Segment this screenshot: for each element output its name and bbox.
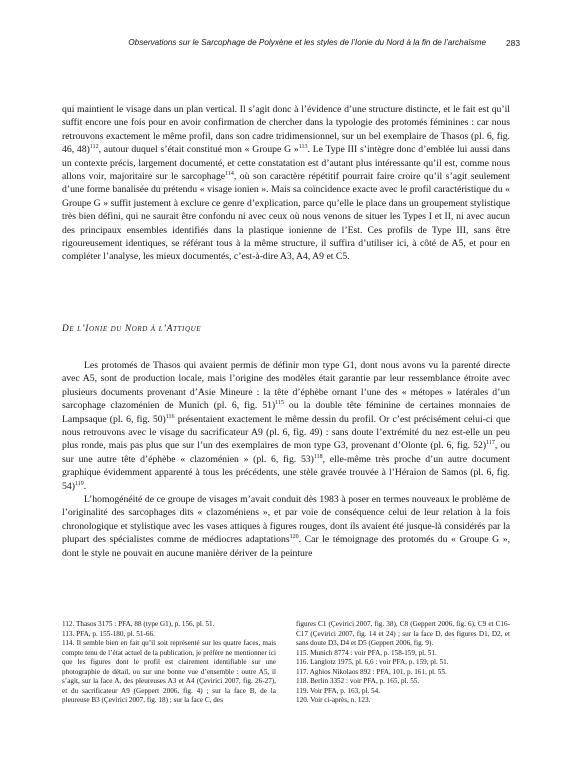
text-run: L’homogénéité de ce groupe de visages m’avait conduit dès 1983 à poser en termes nouveaux le problème de l’originalité des sarcophages dits « clazoméniens », et par voie de conséquence celui de leur relation à la fois chronologique et stylistique avec les vases attiques à figures rouges, dont ils avaient été jusque-là considérés par la plupart des spécialistes comme de médiocres adaptations [62, 494, 510, 546]
text-run: . Car le témoignage des protomés du « Groupe G », dont le style ne pouvait en aucune manière dériver de la peinture [62, 534, 511, 559]
text-run: , ou sur une autre tête d’éphèbe « clazoménien » (pl. 6, fig. 53) [62, 440, 510, 465]
footnote: 120. Voir ci-après, n. 123. [296, 696, 371, 704]
text-run: présentaient exactement le même dessin du profil. Or c’est précisément celui-ci que nous retrouvons avec le visage du sacrificateur A9 (pl. 6, fig. 49) : sans doute l’extrémité du nez est-elle un peu plus ronde, mais pas plus que sur l’un des exemplaires de mon type G3, provenant d’Olonte (pl. 6, fig. 52) [62, 413, 510, 452]
footnote: 117. Aghios Nikolaos 892 : PFA, 101, p. 161, pl. 55. [296, 667, 447, 676]
paragraph [62, 103, 510, 264]
text-run: . [83, 480, 87, 492]
footnotes-column-right [296, 620, 510, 706]
footnote: 112. Thasos 3175 : PFA, 88 (type G1), p. 156, pl. 51. [62, 620, 215, 628]
footnote-ref[interactable]: 114 [225, 170, 234, 177]
footnote-ref[interactable]: 120 [289, 534, 299, 541]
text-run: . Le Type III s’intègre donc d’emblée lui aussi dans un contexte précis, largement documenté, et cette constatation est d’autant plus intéressante qu’il est, comme nous allons voir, majoritaire sur le sarcophage [62, 144, 510, 183]
body-section-2 [62, 359, 510, 560]
footnote-ref[interactable]: 115 [275, 399, 284, 406]
footnote: 114. Il semble bien en fait qu’il soit représenté sur les quatre faces, mais compte tenu de l’état actuel de la publication, je préfère ne mentionner ici que les figures dont le profil est clairement identifiable sur une photographie de détail, ou sur une bonne vue d’ensemble : outre A5, il s’agit, sur la face A, des pleureuses A3 et A4 (Çevirici 2007, fig. 26-27), et du sacrificateur A9 (Geppert 2006, fig. 4) ; sur la face B, de la pleureuse B3 (Çevirici 2007, fig. 18) ; sur la face C, des [62, 639, 276, 704]
footnote: 118. Berlin 3352 : voir PFA, p. 165, pl. 55. [296, 677, 420, 685]
text-run: , autour duquel s’était constitué mon « Groupe G » [98, 144, 299, 156]
footnote: 113. PFA, p. 155-180, pl. 51-66. [62, 629, 155, 638]
footnote-ref[interactable]: 113 [298, 143, 308, 150]
footnote-continuation: figures C1 (Çevirici 2007, fig. 38), C8 (Geppert 2006, fig. 6), C9 et C16-C17 (Çevirici 2007, fig. 14 et 24) ; sur la face D, des figures D1, D2, et sans doute D3, D4 et D5 (Geppert 2006, fig. 9). [296, 620, 510, 647]
footnote: 119. Voir PFA, p. 163, pl. 54. [296, 686, 380, 695]
text-run: , où son caractère répétitif pourrait faire croire qu’il s’agit seulement d’une forme banalisée du prétendu « visage ionien ». Mais sa coïncidence exacte avec le profil caractéristique du « Groupe G » suffit justement à exclure ce genre d’explication, parce qu’elle le place dans un groupement stylistique très bien défini, qui ne saurait être confondu ni avec ceux où nous venons de situer les Types I et II, ni avec aucun des principaux ensembles identifiés dans la plastique ionienne de l’Est. Ces profils de Type III, sans être rigoureusement identiques, se référant tous à la même structure, il suffira d’utiliser ici, à côté de A5, et pour en compléter l’analyse, les mieux documentés, c’est-à-dire A3, A4, A9 et C5. [62, 171, 510, 263]
footnote-ref[interactable]: 118 [313, 453, 323, 460]
text-run: ou la double tête féminine de certaines monnaies de Lampsaque (pl. 6, fig. 50) [62, 400, 511, 425]
paragraph [62, 359, 510, 493]
footnotes-column-left [62, 620, 276, 706]
text-run: qui maintient le visage dans un plan vertical. Il s’agit donc à l’évidence d’une structure distincte, et le fait est qu’il suffit encore une fois pour en avoir confirmation de chercher dans la typologie des protomés féminines : car nous retrouvons exactement le même profil, dans son cadre tridimensionnel, sur un bel exemplaire de Thasos (pl. 6, fig. 46, 48) [62, 104, 510, 156]
section-heading: De l’Ionie du Nord à l’Attique [62, 324, 202, 334]
footnote-ref[interactable]: 117 [486, 440, 495, 447]
body-section-1 [62, 103, 510, 264]
footnote: 116. Langlotz 1975, pl. 6,6 : voir PFA, p. 159, pl. 51. [296, 658, 449, 666]
footnote-ref[interactable]: 116 [165, 413, 175, 420]
page-number: 283 [506, 38, 520, 48]
text-run: Les protomés de Thasos qui avaient permis de définir mon type G1, dont nous avons vu la parenté directe avec A5, sont de production locale, mais l’origine des modèles était garantie par leur ressemblance étroite avec plusieurs documents provenant d’Asie Mineure : la tête d’éphèbe ornant l’une des « métopes » latérales d’un sarcophage clazoménien de Munich (pl. 6, fig. 51) [62, 360, 510, 412]
footnote: 115. Munich 8774 : voir PFA, p. 158-159, pl. 51. [296, 648, 437, 657]
running-head: Observations sur le Sarcophage de Polyxène et les styles de l’Ionie du Nord à la fin de l’archaïsme [128, 38, 486, 47]
footnote-ref[interactable]: 119 [74, 480, 84, 487]
footnote-ref[interactable]: 112 [89, 143, 99, 150]
footnotes [62, 620, 510, 706]
text-run: , elle-même très proche d’un autre document graphique évidemment apparenté à tous les précédents, une stèle gravée trouvée à l’Héraion de Samos (pl. 6, fig. 54) [62, 453, 510, 492]
paragraph [62, 493, 510, 560]
